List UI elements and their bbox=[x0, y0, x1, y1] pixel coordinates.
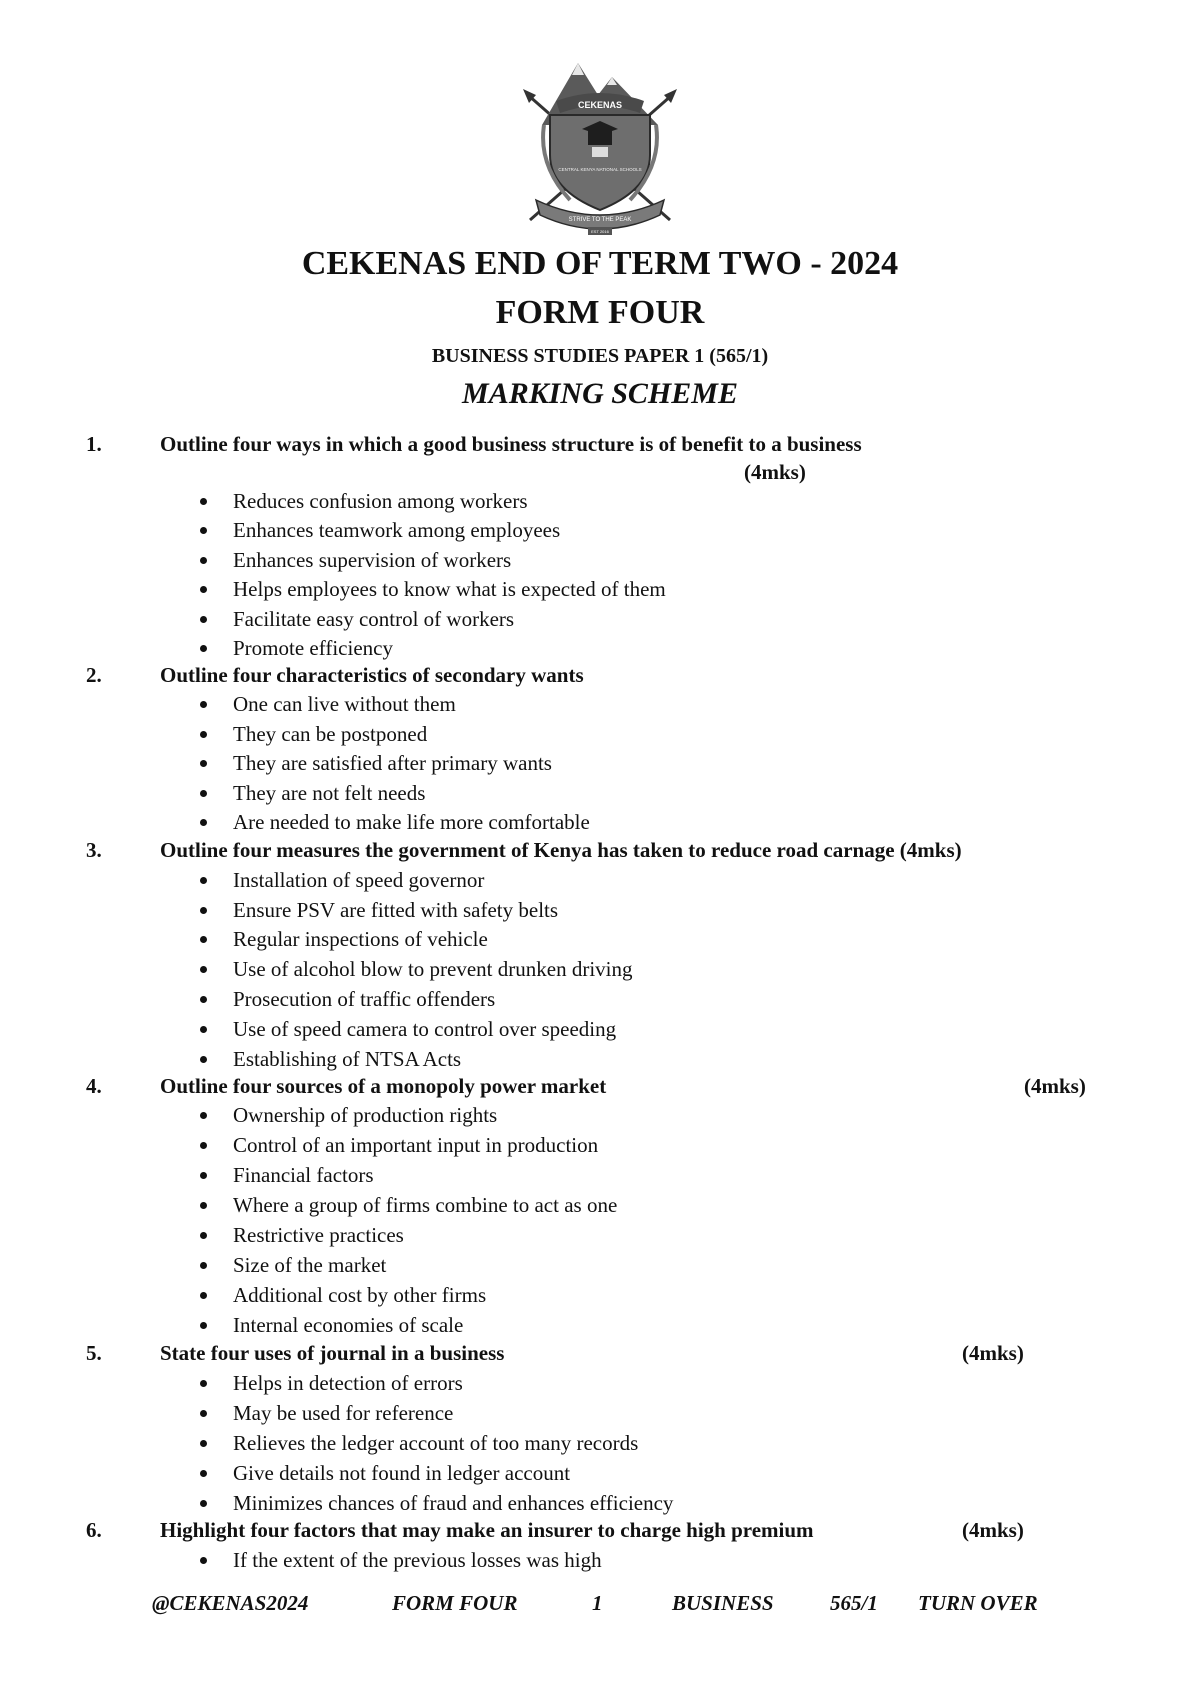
crest-mid-text: CENTRAL KENYA NATIONAL SCHOOLS bbox=[558, 167, 642, 172]
bullet-icon bbox=[200, 1112, 207, 1119]
list-item: Helps in detection of errors bbox=[0, 1369, 1200, 1397]
bullet-icon bbox=[200, 527, 207, 534]
bullet-icon bbox=[200, 1557, 207, 1564]
list-item: Give details not found in ledger account bbox=[0, 1459, 1200, 1487]
bullet-icon bbox=[200, 1410, 207, 1417]
footer-handle: @CEKENAS2024 bbox=[152, 1591, 309, 1615]
bullet-icon bbox=[200, 1322, 207, 1329]
question-marks: (4mks) bbox=[1024, 1074, 1086, 1098]
bullet-icon bbox=[200, 1056, 207, 1063]
bullet-icon bbox=[200, 1202, 207, 1209]
footer-page-number: 1 bbox=[592, 1591, 603, 1615]
question-3 bbox=[0, 836, 1200, 864]
question-number: 5. bbox=[86, 1341, 102, 1365]
bullet-icon bbox=[200, 1440, 207, 1447]
bullet-icon bbox=[200, 1262, 207, 1269]
list-item: Reduces confusion among workers bbox=[0, 487, 1200, 515]
page-footer bbox=[0, 1588, 1200, 1618]
list-item: Restrictive practices bbox=[0, 1221, 1200, 1249]
list-item: They can be postponed bbox=[0, 720, 1200, 748]
list-item: Use of speed camera to control over speeding bbox=[0, 1015, 1200, 1043]
bullet-icon bbox=[200, 1172, 207, 1179]
list-item: Minimizes chances of fraud and enhances efficiency bbox=[0, 1489, 1200, 1517]
question-text: State four uses of journal in a business bbox=[160, 1341, 505, 1365]
list-item: Enhances supervision of workers bbox=[0, 546, 1200, 574]
list-item: Use of alcohol blow to prevent drunken driving bbox=[0, 955, 1200, 983]
list-item: Are needed to make life more comfortable bbox=[0, 808, 1200, 836]
question-marks: (4mks) bbox=[962, 1518, 1024, 1542]
list-item: Ownership of production rights bbox=[0, 1101, 1200, 1129]
list-item: Regular inspections of vehicle bbox=[0, 925, 1200, 953]
list-item: They are satisfied after primary wants bbox=[0, 749, 1200, 777]
bullet-icon bbox=[200, 731, 207, 738]
list-item: Ensure PSV are fitted with safety belts bbox=[0, 896, 1200, 924]
bullet-icon bbox=[200, 1500, 207, 1507]
list-item: They are not felt needs bbox=[0, 779, 1200, 807]
list-item: Internal economies of scale bbox=[0, 1311, 1200, 1339]
bullet-icon bbox=[200, 498, 207, 505]
footer-form: FORM FOUR bbox=[392, 1591, 518, 1615]
question-1 bbox=[0, 430, 1200, 458]
school-crest-logo bbox=[520, 55, 680, 240]
bullet-icon bbox=[200, 790, 207, 797]
bullet-icon bbox=[200, 1292, 207, 1299]
question-marks: (4mks) bbox=[744, 460, 806, 484]
list-item: May be used for reference bbox=[0, 1399, 1200, 1427]
bullet-icon bbox=[200, 645, 207, 652]
list-item: One can live without them bbox=[0, 690, 1200, 718]
question-text: Highlight four factors that may make an insurer to charge high premium bbox=[160, 1518, 814, 1542]
list-item: Where a group of firms combine to act as one bbox=[0, 1191, 1200, 1219]
bullet-icon bbox=[200, 877, 207, 884]
bullet-icon bbox=[200, 1142, 207, 1149]
crest-motto: STRIVE TO THE PEAK bbox=[568, 217, 632, 223]
list-item: Size of the market bbox=[0, 1251, 1200, 1279]
list-item: Additional cost by other firms bbox=[0, 1281, 1200, 1309]
bullet-icon bbox=[200, 557, 207, 564]
crest-est: EST 2016 bbox=[591, 229, 609, 234]
question-marks: (4mks) bbox=[962, 1341, 1024, 1365]
question-number: 4. bbox=[86, 1074, 102, 1098]
marking-scheme-heading: MARKING SCHEME bbox=[462, 377, 738, 410]
paper-subtitle: BUSINESS STUDIES PAPER 1 (565/1) bbox=[431, 345, 769, 367]
bullet-icon bbox=[200, 586, 207, 593]
question-number: 6. bbox=[86, 1518, 102, 1542]
question-5 bbox=[0, 1339, 1200, 1367]
bullet-icon bbox=[200, 819, 207, 826]
bullet-icon bbox=[200, 936, 207, 943]
list-item: If the extent of the previous losses was high bbox=[0, 1546, 1200, 1574]
bullet-icon bbox=[200, 760, 207, 767]
crest-top-text: CEKENAS bbox=[577, 100, 623, 110]
bullet-icon bbox=[200, 1380, 207, 1387]
list-item: Financial factors bbox=[0, 1161, 1200, 1189]
exam-form: FORM FOUR bbox=[495, 294, 705, 331]
list-item: Control of an important input in production bbox=[0, 1131, 1200, 1159]
list-item: Enhances teamwork among employees bbox=[0, 516, 1200, 544]
question-number: 2. bbox=[86, 663, 102, 687]
footer-subject: BUSINESS bbox=[672, 1591, 774, 1615]
bullet-icon bbox=[200, 966, 207, 973]
bullet-icon bbox=[200, 907, 207, 914]
list-item: Installation of speed governor bbox=[0, 866, 1200, 894]
question-text: Outline four characteristics of secondary wants bbox=[160, 663, 584, 687]
list-item: Helps employees to know what is expected of them bbox=[0, 575, 1200, 603]
list-item: Establishing of NTSA Acts bbox=[0, 1045, 1200, 1073]
bullet-icon bbox=[200, 701, 207, 708]
bullet-icon bbox=[200, 1026, 207, 1033]
question-2 bbox=[0, 661, 1200, 689]
list-item: Relieves the ledger account of too many records bbox=[0, 1429, 1200, 1457]
question-4 bbox=[0, 1072, 1200, 1100]
bullet-icon bbox=[200, 1470, 207, 1477]
question-text: Outline four measures the government of Kenya has taken to reduce road carnage (4mks) bbox=[160, 838, 962, 862]
question-text: Outline four sources of a monopoly power market bbox=[160, 1074, 607, 1098]
question-number: 1. bbox=[86, 432, 102, 456]
bullet-icon bbox=[200, 616, 207, 623]
question-6 bbox=[0, 1516, 1200, 1544]
footer-turn-over: TURN OVER bbox=[918, 1591, 1038, 1615]
question-number: 3. bbox=[86, 838, 102, 862]
footer-code: 565/1 bbox=[830, 1591, 878, 1615]
list-item: Prosecution of traffic offenders bbox=[0, 985, 1200, 1013]
list-item: Promote efficiency bbox=[0, 634, 1200, 662]
list-item: Facilitate easy control of workers bbox=[0, 605, 1200, 633]
question-text: Outline four ways in which a good business structure is of benefit to a business bbox=[160, 432, 862, 456]
bullet-icon bbox=[200, 1232, 207, 1239]
exam-title: CEKENAS END OF TERM TWO - 2024 bbox=[301, 245, 899, 282]
bullet-icon bbox=[200, 996, 207, 1003]
